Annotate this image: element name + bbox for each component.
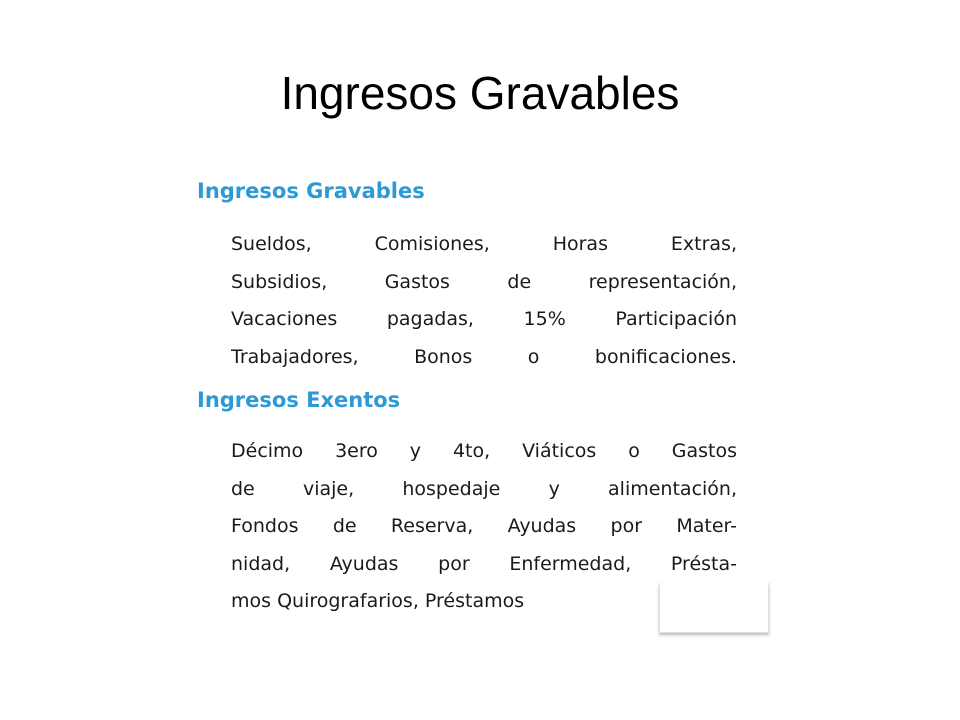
body-line: Décimo 3ero y 4to, Viáticos o Gastos [231,440,737,462]
section-heading-exentos: Ingresos Exentos [197,388,401,412]
cover-box [659,583,769,633]
body-line: nidad, Ayudas por Enfermedad, Présta- [231,552,737,575]
body-line: de viaje, hospedaje y alimentación, [231,477,737,500]
body-line: Subsidios, Gastos de representación, [231,270,737,293]
body-line: Vacaciones pagadas, 15% Participación [231,308,737,330]
body-line: Sueldos, Comisiones, Horas Extras, [231,233,737,255]
section-heading-gravables: Ingresos Gravables [197,179,425,203]
body-line: mos Quirografarios, Préstamos [231,590,525,612]
body-line: Fondos de Reserva, Ayudas por Mater- [231,515,737,537]
section-body-gravables [231,226,737,376]
slide-title: Ingresos Gravables [280,67,680,119]
body-line: Trabajadores, Bonos o bonificaciones. [231,345,737,368]
